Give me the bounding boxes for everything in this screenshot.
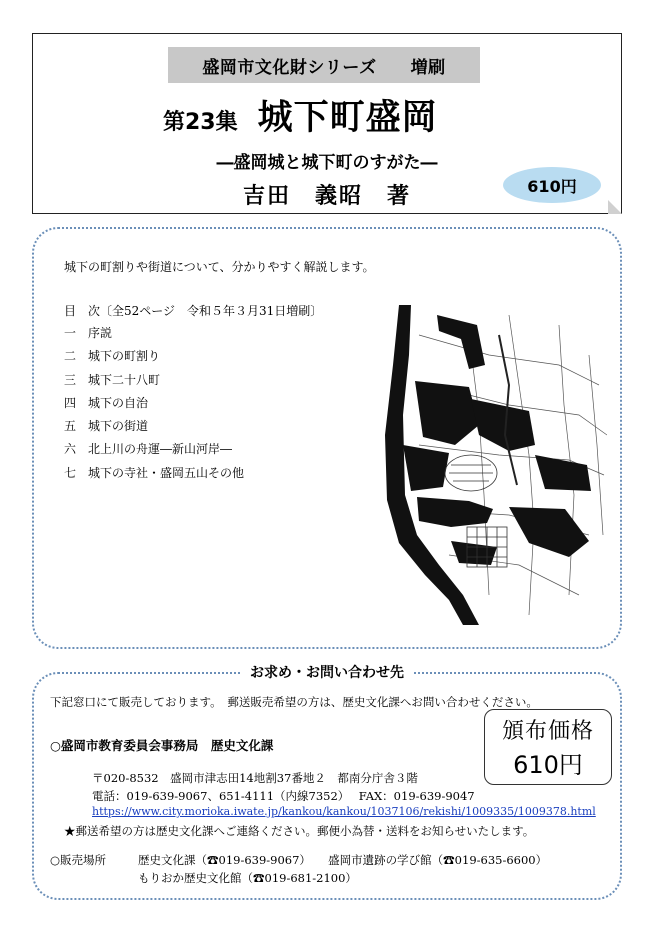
office-phone-fax: 電話：019-639-9067、651-4111（内線7352） FAX：019-639-9047 <box>92 789 475 803</box>
info-url-link[interactable]: https://www.city.morioka.iwate.jp/kankou/kankou/1037106/rekishi/1009335/1009378.html <box>92 805 596 818</box>
header-card <box>32 33 622 214</box>
series-band <box>168 47 480 83</box>
price-badge: 610円 <box>503 167 601 203</box>
office-address: 〒020-8532 盛岡市津志田14地割37番地２ 都南分庁舎３階 <box>92 771 418 785</box>
info-box <box>32 227 622 649</box>
series-name: 盛岡市文化財シリーズ <box>202 57 377 78</box>
office-name: ○盛岡市教育委員会事務局 歴史文化課 <box>50 738 274 753</box>
toc-item: 四 城下の自治 <box>64 395 149 410</box>
distribution-price-label: 頒布価格 <box>501 719 594 744</box>
volume-number: 第23集 <box>163 110 238 135</box>
contact-box <box>32 665 622 900</box>
sales-location-label: ○販売場所 <box>50 853 107 867</box>
book-author: 吉田 義昭 著 <box>242 183 411 209</box>
toc-item: 七 城下の寺社・盛岡五山その他 <box>64 465 245 480</box>
contact-heading: お求め・お問い合わせ先 <box>34 662 620 682</box>
reprint-label: 増刷 <box>410 57 446 78</box>
toc-item: 六 北上川の舟運―新山河岸― <box>64 442 233 457</box>
page-fold-corner <box>608 200 622 214</box>
toc-item: 三 城下二十八町 <box>64 372 161 387</box>
distribution-price-box <box>484 709 612 785</box>
book-subtitle: ―盛岡城と城下町のすがた― <box>216 153 438 173</box>
castle-town-map-illustration <box>359 295 607 625</box>
mail-order-note: ★郵送希望の方は歴史文化課へご連絡ください。郵便小為替・送料をお知らせいたします。 <box>64 824 535 838</box>
intro-text: 城下の町割りや街道について、分かりやすく解説します。 <box>64 260 375 274</box>
toc-item: 五 城下の街道 <box>64 419 149 434</box>
book-title: 城下町盛岡 <box>257 98 438 138</box>
toc-list <box>64 324 244 487</box>
distribution-price-value: 610円 <box>513 751 583 779</box>
toc-heading: 目 次〔全52ページ 令和５年３月31日増刷〕 <box>64 304 323 318</box>
sales-lead-text: 下記窓口にて販売しております。 郵送販売希望の方は、歴史文化課へお問い合わせください。 <box>50 695 538 709</box>
toc-item: 二 城下の町割り <box>64 349 161 364</box>
toc-item: 一 序説 <box>64 326 113 340</box>
sales-location-2: もりおか歴史文化館（☎019-681-2100） <box>138 871 357 885</box>
sales-location-1: 歴史文化課（☎019-639-9067） 盛岡市遺跡の学び館（☎019-635-6600） <box>138 853 548 867</box>
title-row <box>163 90 438 140</box>
